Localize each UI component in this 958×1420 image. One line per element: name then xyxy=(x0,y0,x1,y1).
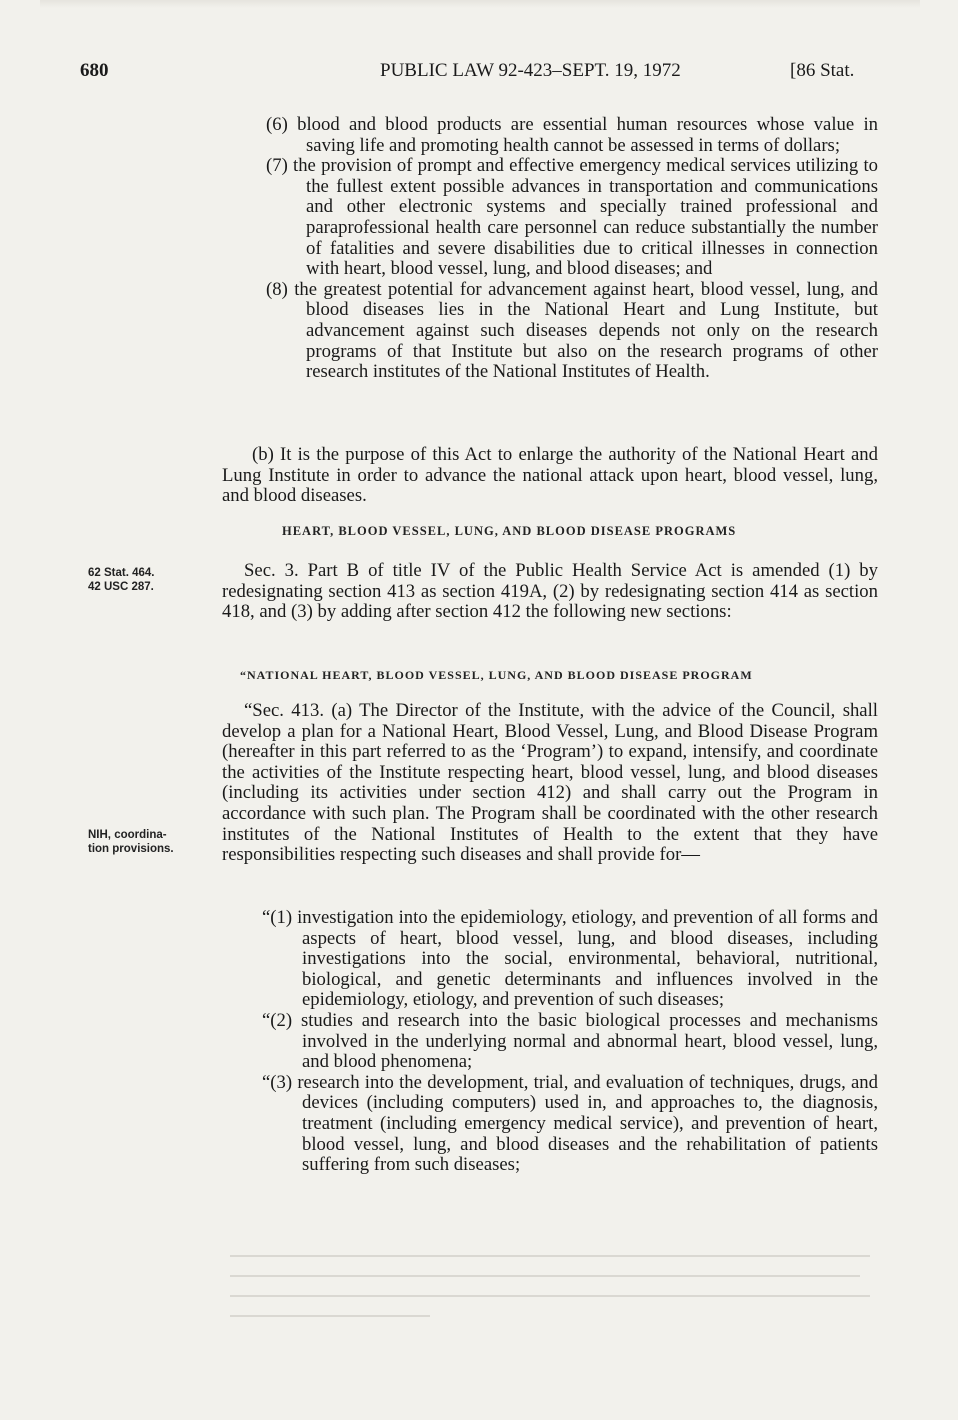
item-1: “(1) investigation into the epidemiology, etiology, and prevention of all forms and aspects of heart, blood vessel, lung, and blood diseases, including investigations into the social, environmental, behavioral, nutritional, biological, and genetic determinants and influences involved in the epidemiology, etiology, and prevention of such diseases; xyxy=(262,907,878,1011)
margin-note-statutes xyxy=(88,566,154,594)
scan-edge xyxy=(40,0,920,8)
section-413-text: “Sec. 413. (a) The Director of the Institute, with the advice of the Council, shall develop a plan for a National Heart, Blood Vessel, Lung, and Blood Disease Program (hereafter in this part referred to as the ‘Program’) to expand, intensify, and coordinate the activities of the Institute respecting heart, blood vessel, lung, and blood diseases (including its activities under section 412) and shall carry out the Program in accordance with such plan. The Program shall be coordinated with the other research institutes of the National Institutes of Health to the extent that they have responsibilities respecting such diseases and shall provide for— xyxy=(222,700,878,866)
margin-note-line: tion provisions. xyxy=(88,843,174,855)
bleed-through-line xyxy=(230,1295,870,1297)
statute-reference: [86 Stat. xyxy=(790,60,855,81)
bleed-through-line xyxy=(230,1275,860,1277)
paragraph-b: (b) It is the purpose of this Act to enlarge the authority of the National Heart and Lung Institute in order to advance the national attack upon heart, blood vessel, lung, and blood diseases. xyxy=(222,444,878,507)
page-title: PUBLIC LAW 92-423–SEPT. 19, 1972 xyxy=(380,60,681,81)
paragraph-6: (6) blood and blood products are essential human resources whose value in saving life and promoting health cannot be assessed in terms of dollars; xyxy=(266,114,878,156)
section-3-block xyxy=(222,561,878,623)
section-3-text: Sec. 3. Part B of title IV of the Public Health Service Act is amended (1) by redesignating section 413 as section 419A, (2) by redesignating section 414 as section 418, and (3) by adding after section 412 the following new sections: xyxy=(222,560,878,623)
page-number: 680 xyxy=(80,60,109,81)
section-413-block xyxy=(222,701,878,866)
section-heading-program: “NATIONAL HEART, BLOOD VESSEL, LUNG, AND BLOOD DISEASE PROGRAM xyxy=(240,668,753,682)
purpose-block xyxy=(222,445,878,507)
findings-block xyxy=(266,115,878,383)
item-2: “(2) studies and research into the basic biological processes and mechanisms involved in the underlying normal and abnormal heart, blood vessel, lung, and blood phenomena; xyxy=(262,1009,878,1073)
margin-note-nih xyxy=(88,828,174,856)
paragraph-8: (8) the greatest potential for advancement against heart, blood vessel, lung, and blood diseases lies in the National Heart and Lung Institute, but advancement against such diseases depends not only on the research programs of that Institute but also on the research programs of other research institutes of the National Institutes of Health. xyxy=(266,278,878,383)
program-items xyxy=(262,908,878,1176)
bleed-through-line xyxy=(230,1315,430,1317)
margin-note-line: 62 Stat. 464. xyxy=(88,567,155,579)
item-3: “(3) research into the development, trial, and evaluation of techniques, drugs, and devices (including computers) used in, and approaches to, the diagnosis, treatment (including emergency medical service), and prevention of heart, blood vessel, lung, and blood diseases and the rehabilitation of patients suffering from such diseases; xyxy=(262,1071,878,1176)
paragraph-7: (7) the provision of prompt and effective emergency medical services utilizing to the fullest extent possible advances in transportation and communications and other electronic systems and specially trained professional and paraprofessional health care personnel can reduce substantially the number of fatalities and severe disabilities due to critical illnesses in connection with heart, blood vessel, lung, and blood diseases; and xyxy=(266,155,878,280)
margin-note-line: NIH, coordina- xyxy=(88,829,167,841)
section-heading-programs: HEART, BLOOD VESSEL, LUNG, AND BLOOD DISEASE PROGRAMS xyxy=(282,524,737,538)
bleed-through-line xyxy=(230,1255,870,1257)
margin-note-line: 42 USC 287. xyxy=(88,581,154,593)
